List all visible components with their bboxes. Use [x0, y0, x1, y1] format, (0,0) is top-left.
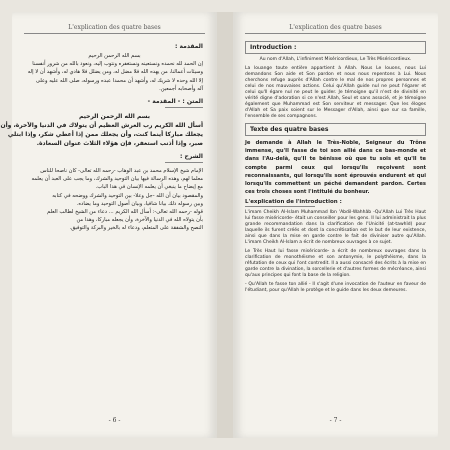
text-line: أسأل الله الكريم رب العرش العظيم أن يتولاك في الدنيا والآخرة، وأن: [0, 122, 203, 130]
commentary-line: مع إيضاح ما ينبغي أن يعلمه الإنسان في هذا الباب.: [95, 184, 203, 191]
left-page: [0, 12, 217, 438]
commentary-heading: الشرح :: [180, 153, 203, 161]
intro-line: إلا الله وحده لا شريك له، وأشهد أن محمدا عبده ورسوله، صلى الله عليه وعلى: [35, 77, 203, 84]
page-number-left: - 6 -: [108, 417, 121, 424]
page-number-right: - 7 -: [329, 417, 342, 424]
book-spread: [0, 12, 438, 438]
text-line: صبر، وإذا أذنب استغفر، فإن هؤلاء الثلاث عنوان السعادة.: [36, 140, 203, 148]
text-box: Texte des quatre bases: [245, 123, 426, 136]
explanation-heading: L'explication de l'introduction :: [245, 199, 342, 206]
header-rule-left: [24, 33, 205, 34]
running-title-left: L'explication des quatre bases: [68, 24, 161, 31]
text-paragraph: Je demande à Allah le Très-Noble, Seigneur du Trône immense, qu'Il fasse de toi son allié dans ce bas-monde et dans l'Au-delà, qu'Il te bénisse où que tu sois et qu'Il te compte parmi ceux qui lorsqu'ils reçoivent sont reconnaissants, qui lorsqu'ils sont éprouvés endurent et qui lorsqu'ils commettent un péché demandent pardon. Certes ces trois choses sont l'intitulé du bonheur.: [245, 140, 426, 196]
commentary-heading-rule: [165, 162, 203, 163]
text-heading: المتن : - المقدمة -: [147, 98, 203, 106]
explanation-paragraph: - Qu'Allah te fasse ton allié - Il s'agit d'une invocation de l'auteur en faveur de l'étudiant, pour qu'Allah le protège et le guide dans les deux demeures.: [245, 282, 426, 294]
right-page: [233, 12, 438, 438]
text-basmala: بسم الله الرحمن الرحيم: [78, 113, 151, 121]
intro-paragraph: La louange toute entière appartient à Allah. Nous Le louons, nous Lui demandons Son aide et Son pardon et nous nous repentons à Lui. Nous cherchons refuge auprès d'Allah contre le mal de nos propres personnes et celui de nos mauvaises actions. Celui qu'Allah guide nul ne peut l'égarer et celui qu'Il égare nul ne peut le guider. Je témoigne qu'il n'est de divinité en vérité digne d'adoration si ce n'est Allah, Seul et sans associé, et je témoigne également que Muhammad est Son serviteur et messager. Que les éloges d'Allah et Sa paix soient sur le Messager d'Allah, ainsi que sur sa famille, l'ensemble de ses compagnons.: [245, 66, 426, 119]
text-line: يجعلك مباركا أينما كنت، وأن يجعلك ممن إذا أعطي شكر، وإذا ابتلي: [7, 131, 203, 139]
commentary-line: النصح والشفقة على المتعلم، ودعاء له بالخير والبركة والتوفيق.: [69, 225, 203, 232]
arabic-text-block: [0, 38, 203, 233]
intro-line: إن الحمد لله نحمده ونستعينه ونستغفره ونتوب إليه، ونعوذ بالله من شرور أنفسنا: [32, 61, 203, 68]
commentary-line: وبين رسوله ذلك بيانا شافيا، وبيان أصول التوحيد وما يضاده.: [76, 200, 203, 207]
intro-heading: المقدمة :: [175, 43, 203, 50]
header-rule-right: [245, 33, 426, 34]
explanation-paragraph: Le Très Haut lui fasse miséricorde- a écrit de nombreux ouvrages dans la clarification de monothéisme et son antonymie, le polythéisme, dans la réfutation de ceux qui l'ont contredit. Il a aussi consacré des écrits à la mise en garde contre la divination, la sorcellerie et d'autres formes de mécréance, ainsi qu'aux principes qui font la base de la religion.: [245, 249, 426, 279]
introduction-box: Introduction :: [245, 41, 426, 54]
explanation-heading-rule: [245, 206, 315, 207]
commentary-line: بأن يتولاه الله في الدنيا والآخرة، وأن يجعله مباركا، وهذا من: [76, 217, 203, 224]
intro-line: آله وأصحابه أجمعين.: [159, 85, 203, 92]
explanation-paragraph: L'imam Cheikh Al-Islam Muhammad Ibn 'Abdil-Wahhâb -Qu'Allah Lui Très Haut lui fasse miséricorde- était un conseiller pour les gens. Il lui administrait la plus grande recommandation dans la clarification de l'Unicité (at-tawhîd) pour laquelle ils furent créés et dont la concrétisation est le but de leur existence, ainsi que dans la mise en garde contre le fait de diviniser autre qu'Allah. L'imam Cheikh Al-Islam a écrit de nombreux ouvrages à ce sujet.: [245, 210, 426, 246]
french-text-block: [245, 38, 426, 297]
commentary-line: قوله -رحمه الله تعالى-: أسأل الله الكريم ... دعاء من الشيخ لطالب العلم: [47, 209, 203, 216]
commentary-line: الإمام شيخ الإسلام محمد بن عبد الوهاب -رحمه الله تعالى- كان ناصحا للناس: [40, 168, 203, 175]
text-heading-rule: [165, 107, 203, 108]
intro-line: وسيئات أعمالنا، من يهده الله فلا مضل له، ومن يضلل فلا هادي له، وأشهد أن لا إله: [27, 69, 203, 76]
book-gutter: [217, 12, 233, 438]
running-title-right: L'explication des quatre bases: [289, 24, 382, 31]
commentary-line: والمقصود بيان أن الله -جل وعلا- بين التوحيد والشرك ووضحه في كتابه: [52, 192, 203, 199]
commentary-line: معلما لهم، وهذه الرسالة فيها بيان التوحيد والشرك، وما يجب على العبد أن يعلمه: [31, 176, 203, 183]
basmala: بسم الله الرحمن الرحيم: [88, 53, 141, 59]
intro-opening: Au nom d'Allah, L'infiniment Miséricordieux, Le Très Miséricordieux.: [259, 57, 412, 62]
